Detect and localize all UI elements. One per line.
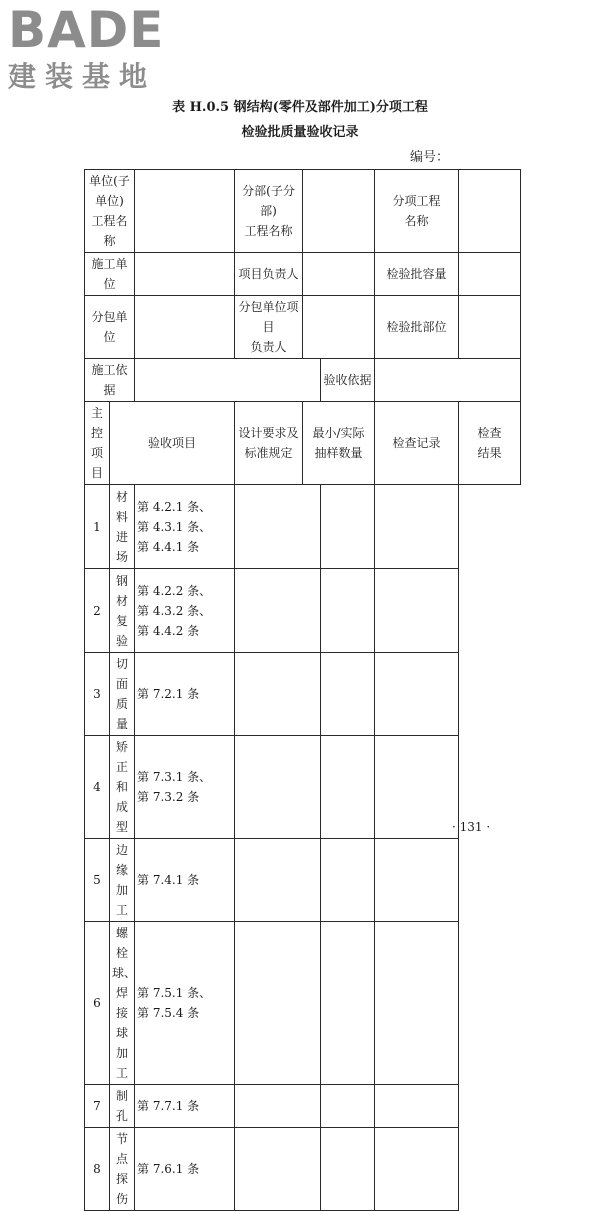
row-sample-count[interactable] [235,1128,321,1211]
row-sample-count[interactable] [235,653,321,736]
unit-name-label [85,170,135,253]
section-char: 控 [90,426,103,440]
contractor-value[interactable] [135,253,235,296]
row-clause [135,1128,235,1211]
section-char: 主 [90,406,103,420]
row-check-result[interactable] [375,839,459,922]
col-header-design [235,402,303,485]
sub-division-label-line1: 分部(子分部) [242,184,295,218]
serial-number-label: 编号： [410,150,450,165]
row-clause-line: 第 4.2.2 条、 [137,583,212,598]
table-subtitle: 检验批质量验收记录 [241,125,359,140]
batch-location-value[interactable] [459,296,521,359]
batch-location-label: 检验批部位 [375,296,459,359]
row-item-name-line: 切面质量 [115,657,128,731]
row-item-name [110,839,135,922]
table-row [85,922,521,1085]
contractor-label: 施工单位 [85,253,135,296]
project-manager-label: 项目负责人 [235,253,303,296]
col-header-item: 验收项目 [110,402,235,485]
row-number: 1 [85,485,110,569]
row-check-result[interactable] [375,1128,459,1211]
row-number: 4 [85,736,110,839]
row-number: 7 [85,1085,110,1128]
row-clause-line: 第 7.5.4 条 [137,1006,200,1020]
row-sample-count[interactable] [235,569,321,653]
unit-name-label-line1: 单位(子单位) [89,174,130,208]
row-check-record[interactable] [321,1128,375,1211]
row-check-record[interactable] [321,839,375,922]
row-item-name [110,485,135,569]
sub-division-label-line2: 工程名称 [244,224,293,238]
row-clause [135,653,235,736]
row-check-result[interactable] [375,736,459,839]
row-check-record[interactable] [321,653,375,736]
unit-name-value[interactable] [135,170,235,253]
row-sample-count[interactable] [235,922,321,1085]
table-row [85,485,521,569]
row-sample-count[interactable] [235,839,321,922]
row-clause [135,839,235,922]
row-item-name-line: 材料进场 [115,489,128,564]
row-item-name-line: 螺栓球、焊接球 [112,926,137,1040]
col-header-design-line2: 标准规定 [244,446,293,460]
row-check-result[interactable] [375,485,459,569]
section-char: 目 [90,466,103,480]
col-header-sample [303,402,375,485]
sub-project-manager-label [235,296,303,359]
row-number: 5 [85,839,110,922]
item-name-label-line1: 分项工程 [392,194,441,208]
row-item-name-line: 边缘加工 [115,843,128,917]
batch-capacity-value[interactable] [459,253,521,296]
row-sample-count[interactable] [235,1085,321,1128]
construction-basis-value[interactable] [135,359,321,402]
row-number: 8 [85,1128,110,1211]
row-clause-line: 第 7.3.2 条 [137,790,200,804]
item-name-value[interactable] [459,170,521,253]
row-check-record[interactable] [321,1085,375,1128]
row-item-name-line: 钢材复验 [115,573,128,648]
table-row [85,1085,521,1128]
row-check-result[interactable] [375,653,459,736]
row-item-name-line: 节点探伤 [115,1132,128,1206]
row-clause-line: 第 7.3.1 条、 [137,770,212,784]
table-row [85,1128,521,1211]
row-item-name [110,736,135,839]
row-item-name-line: 矫正和成型 [115,740,128,834]
main-control-items-label [85,402,110,485]
row-number: 2 [85,569,110,653]
inspection-record-table [84,169,521,1211]
sub-project-manager-line2: 负责人 [250,340,287,354]
sub-project-manager-value[interactable] [303,296,375,359]
row-check-result[interactable] [375,1085,459,1128]
row-number: 3 [85,653,110,736]
table-row [85,653,521,736]
row-clause-line: 第 4.3.2 条、 [137,603,212,618]
acceptance-basis-label: 验收依据 [321,359,375,402]
row-item-name-line: 制孔 [115,1089,128,1123]
row-clause [135,485,235,569]
item-name-label-line2: 名称 [404,214,429,228]
sub-division-value[interactable] [303,170,375,253]
row-clause-line: 第 7.2.1 条 [137,687,200,701]
col-header-sample-line2: 抽样数量 [314,446,363,460]
row-clause-line: 第 4.4.1 条 [137,539,200,554]
row-check-result[interactable] [375,922,459,1085]
row-item-name [110,1128,135,1211]
table-row [85,569,521,653]
row-item-name [110,1085,135,1128]
row-clause [135,1085,235,1128]
row-check-record[interactable] [321,922,375,1085]
row-item-name [110,922,135,1085]
row-number: 6 [85,922,110,1085]
subcontractor-value[interactable] [135,296,235,359]
row-check-result[interactable] [375,569,459,653]
row-clause-line: 第 7.7.1 条 [137,1099,200,1113]
acceptance-basis-value[interactable] [375,359,521,402]
row-clause-line: 第 4.4.2 条 [137,623,200,638]
col-header-design-line1: 设计要求及 [238,426,299,440]
row-check-record[interactable] [321,485,375,569]
section-char: 项 [90,446,103,460]
col-header-result [459,402,521,485]
row-clause [135,569,235,653]
batch-capacity-label: 检验批容量 [375,253,459,296]
row-sample-count[interactable] [235,736,321,839]
row-clause-line: 第 4.2.1 条、 [137,499,212,514]
sub-project-manager-line1: 分包单位项目 [238,300,299,334]
row-clause-line: 第 7.5.1 条、 [137,986,212,1000]
logo-subtitle: 建装基地 [8,60,157,93]
col-header-result-line2: 结果 [477,446,502,460]
col-header-record: 检查记录 [375,402,459,485]
project-manager-value[interactable] [303,253,375,296]
row-check-record[interactable] [321,569,375,653]
row-item-name [110,569,135,653]
sub-division-label [235,170,303,253]
row-sample-count[interactable] [235,485,321,569]
row-clause-line: 第 7.6.1 条 [137,1162,200,1176]
logo [8,2,178,94]
subcontractor-label: 分包单位 [85,296,135,359]
construction-basis-label: 施工依据 [85,359,135,402]
row-clause-line: 第 4.3.1 条、 [137,519,212,534]
table-row [85,839,521,922]
col-header-sample-line1: 最小/实际 [312,426,365,440]
row-item-name-line: 加工 [115,1046,128,1080]
logo-brand: BADE [8,1,165,59]
table-title: 表 H.0.5 钢结构(零件及部件加工)分项工程 [172,100,428,115]
unit-name-label-line2: 工程名称 [91,214,128,248]
row-clause [135,736,235,839]
row-item-name [110,653,135,736]
col-header-result-line1: 检查 [477,426,502,440]
page-number: · 131 · [452,820,491,834]
row-clause [135,922,235,1085]
row-clause-line: 第 7.4.1 条 [137,873,200,887]
item-name-label [375,170,459,253]
row-check-record[interactable] [321,736,375,839]
